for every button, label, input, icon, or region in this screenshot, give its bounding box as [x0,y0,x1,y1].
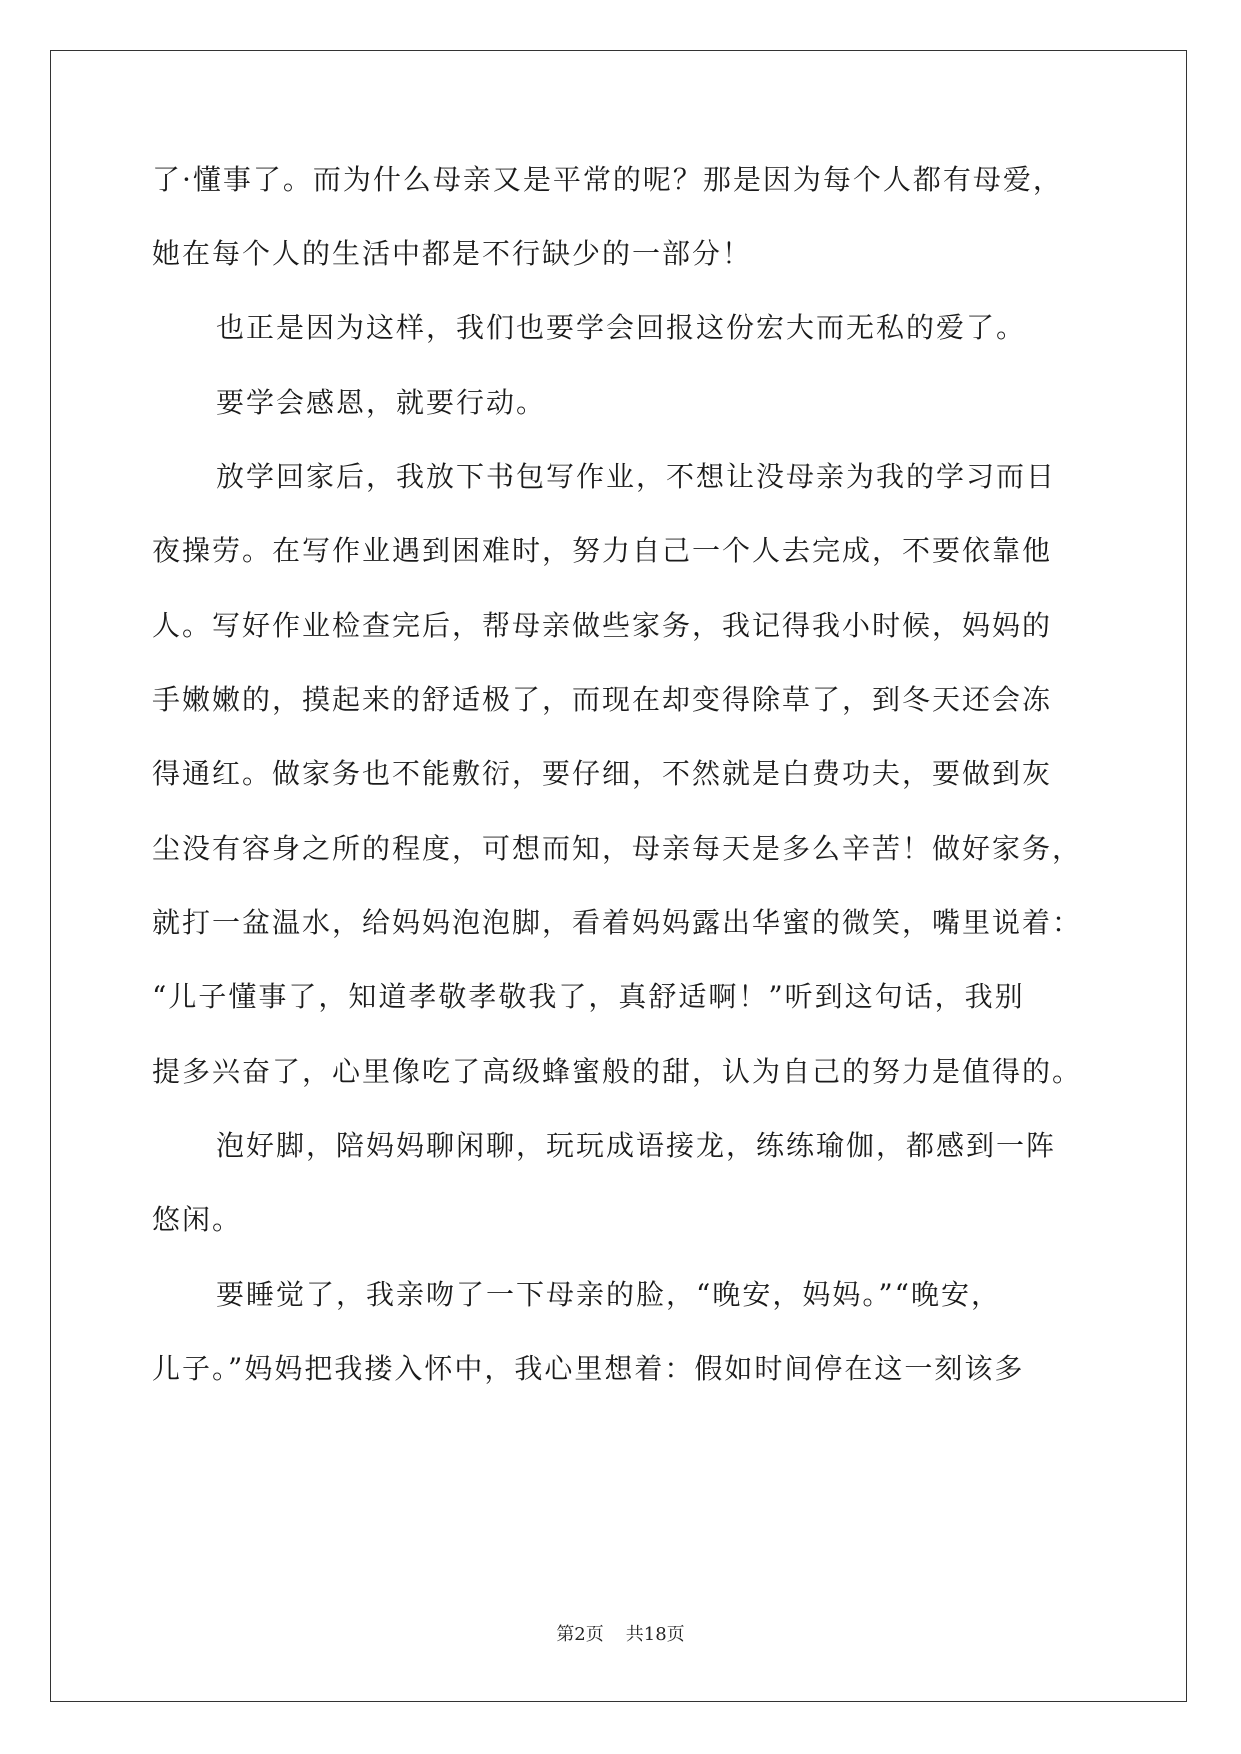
paragraph-start-line: 要睡觉了，我亲吻了一下母亲的脸，“晚安，妈妈。”“晚安， [216,1278,1001,1311]
text-line: 了·懂事了。而为什么母亲又是平常的呢？那是因为每个人都有母爱， [152,163,1063,196]
total-pages: 共18页 [625,1624,685,1645]
text-line: 儿子。”妈妈把我搂入怀中，我心里想着：假如时间停在这一刻该多 [152,1352,1025,1385]
page-footer [0,1623,1241,1647]
paragraph-start-line: 放学回家后，我放下书包写作业，不想让没母亲为我的学习而日 [216,460,1057,493]
text-line: 她在每个人的生活中都是不行缺少的一部分！ [152,237,753,270]
text-line: 得通红。做家务也不能敷衍，要仔细，不然就是白费功夫，要做到灰 [152,757,1053,790]
text-line: 悠闲。 [152,1203,243,1236]
text-line: 就打一盆温水，给妈妈泡泡脚，看着妈妈露出华蜜的微笑，嘴里说着： [152,906,1083,939]
page-number: 第2页 [556,1624,604,1645]
paragraph-start-line: 泡好脚，陪妈妈聊闲聊，玩玩成语接龙，练练瑜伽，都感到一阵 [216,1129,1057,1162]
text-line: 提多兴奋了，心里像吃了高级蜂蜜般的甜，认为自己的努力是值得的。 [152,1055,1083,1088]
text-line: 尘没有容身之所的程度，可想而知，母亲每天是多么辛苦！做好家务， [152,832,1083,865]
paragraph-start-line: 要学会感恩，就要行动。 [216,386,547,419]
text-line: 手嫩嫩的，摸起来的舒适极了，而现在却变得除草了，到冬天还会冻 [152,683,1053,716]
text-line: 夜操劳。在写作业遇到困难时，努力自己一个人去完成，不要依靠他 [152,534,1053,567]
paragraph-start-line: 也正是因为这样，我们也要学会回报这份宏大而无私的爱了。 [216,311,1027,344]
text-line: 人。写好作业检查完后，帮母亲做些家务，我记得我小时候，妈妈的 [152,609,1053,642]
text-line: “儿子懂事了，知道孝敬孝敬我了，真舒适啊！”听到这句话，我别 [152,980,1025,1013]
page-border [50,50,1187,1702]
